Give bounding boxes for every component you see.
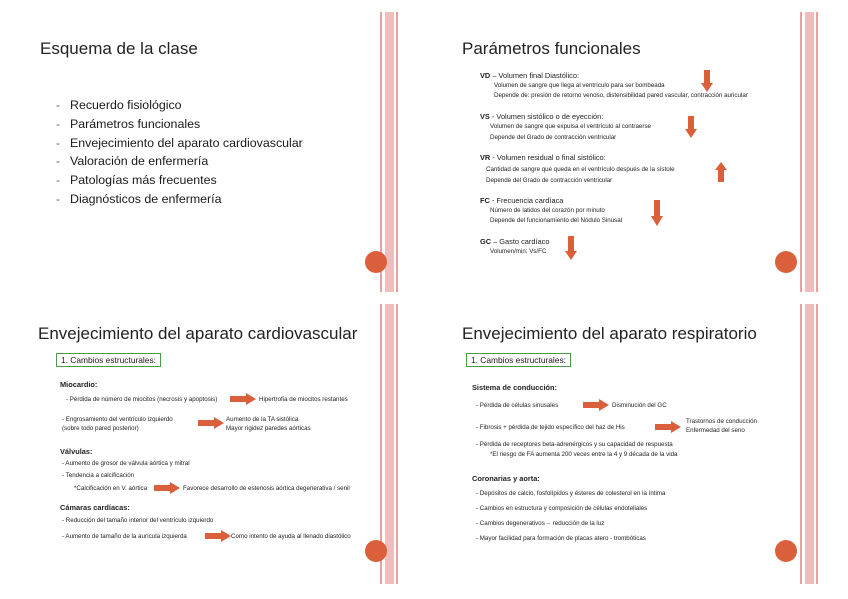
arrow-right-icon	[655, 421, 681, 433]
subheading-miocardio: Miocardio:	[60, 380, 98, 389]
text-line: - Pérdida de células sinusales	[476, 402, 559, 409]
param-vs-heading: VS - Volumen sistólico o de eyección:	[480, 112, 604, 121]
text-line: - Reducción del tamaño interior del ventrículo izquierdo	[62, 517, 214, 524]
slide-respiratorio	[450, 304, 830, 584]
text-line: Aumento de la TA sistólica	[226, 416, 299, 423]
accent-dot	[775, 540, 797, 562]
slide-stripe	[816, 12, 818, 292]
list-item: - Diagnósticos de enfermería	[56, 191, 222, 206]
slide-stripe	[380, 12, 382, 292]
arrow-right-icon	[154, 482, 180, 494]
param-vs-line1: Volumen de sangre que expulsa el ventrículo al contraerse	[490, 123, 651, 130]
param-vd-line1: Volumen de sangre que llega al ventrículo para ser bombeada	[494, 82, 665, 89]
text-line: - Mayor facilidad para formación de placas atero - trombóticas	[476, 535, 646, 542]
slide-stripe	[805, 12, 814, 292]
list-item: - Parámetros funcionales	[56, 116, 201, 131]
arrow-right-icon	[230, 393, 256, 405]
list-item: - Envejecimiento del aparato cardiovascular	[56, 135, 303, 150]
param-gc-line1: Volumen/min: Vs/FC	[490, 248, 547, 255]
list-item: - Patologías más frecuentes	[56, 173, 217, 188]
text-line: - Pérdida de número de miocitos (necrosis y apoptosis)	[66, 396, 218, 403]
text-line: - Aumento de tamaño de la aurícula izquierda	[62, 533, 187, 540]
arrow-down-icon	[701, 70, 713, 92]
arrow-right-icon	[205, 530, 231, 542]
slide-title: Parámetros funcionales	[462, 39, 641, 58]
text-line: Como intento de ayuda al llenado diastólico	[231, 533, 351, 540]
text-line: Disminución del GC	[612, 402, 667, 409]
agenda-list	[56, 96, 303, 209]
section-box: 1. Cambios estructurales:	[466, 353, 571, 367]
text-line: - Cambios en estructura y composición de células endoteliales	[476, 505, 648, 512]
text-line: Enfermedad del seno	[686, 427, 745, 434]
list-item: - Valoración de enfermería	[56, 154, 209, 169]
text-line: - Cambios degenerativos→ reducción de la luz	[476, 520, 605, 527]
param-fc-heading: FC - Frecuencia cardíaca	[480, 196, 564, 205]
accent-dot	[775, 251, 797, 273]
subheading-camaras: Cámaras cardíacas:	[60, 503, 130, 512]
slide-title: Esquema de la clase	[40, 39, 198, 58]
param-gc-heading: GC – Gasto cardíaco	[480, 237, 550, 246]
param-vd-line2: Depende de: presión de retorno venoso, distensibilidad pared vascular, contracción auricular	[494, 92, 748, 99]
arrow-down-icon	[685, 116, 697, 138]
slide-stripe	[805, 304, 814, 584]
slide-stripe	[385, 304, 394, 584]
subheading-coronarias: Coronarias y aorta:	[472, 474, 540, 483]
text-line: (sobre todo pared posterior)	[62, 425, 139, 432]
slide-stripe	[816, 304, 818, 584]
accent-dot	[365, 540, 387, 562]
subheading-valvulas: Válvulas:	[60, 447, 93, 456]
text-line: *Calcificación en V. aórtica	[74, 485, 148, 492]
arrow-right-icon	[198, 417, 224, 429]
accent-dot	[365, 251, 387, 273]
slide-stripe	[800, 304, 802, 584]
slide-stripe	[396, 304, 398, 584]
slide-esquema	[30, 12, 402, 292]
text-line: - Pérdida de receptores beta-adrenérgicos y su capacidad de respuesta	[476, 441, 673, 448]
arrow-right-icon	[583, 399, 609, 411]
arrow-down-icon	[565, 236, 577, 260]
text-line: - Engrosamiento del ventrículo izquierdo	[62, 416, 173, 423]
text-line: - Tendencia a calcificación	[62, 472, 135, 479]
param-fc-line1: Número de latidos del corazón por minuto	[490, 207, 605, 214]
section-box: 1. Cambios estructurales:	[56, 353, 161, 367]
slide-title: Envejecimiento del aparato cardiovascular	[38, 324, 358, 343]
param-vr-line1: Cantidad de sangre que queda en el ventrículo después de la sístole	[486, 166, 675, 173]
param-fc-line2: Depende del funcionamiento del Nódulo Sinusal	[490, 217, 623, 224]
text-line: Trastornos de conducción	[686, 418, 757, 425]
slide-stripe	[800, 12, 802, 292]
param-vr-heading: VR - Volumen residual o final sistólico:	[480, 153, 606, 162]
text-line: *El riesgo de FA aumenta 200 veces entre la 4 y 9 década de la vida	[490, 451, 678, 458]
slide-stripe	[385, 12, 394, 292]
slide-stripe	[396, 12, 398, 292]
text-line: - Depósitos de calcio, fosfolípidos y ésteres de colesterol en la íntima	[476, 490, 666, 497]
text-line: Mayor rigidez paredes aórticas	[226, 425, 311, 432]
text-line: Favorece desarrollo de estenosis aórtica degenerativa / senil	[183, 485, 350, 492]
text-line: - Fibrosis + pérdida de tejido específico del haz de His	[476, 424, 625, 431]
slide-cardiovascular	[30, 304, 402, 584]
param-vs-line2: Depende del Grado de contracción ventricular	[490, 134, 617, 141]
subheading-sistema: Sistema de conducción:	[472, 383, 558, 392]
list-item: - Recuerdo fisiológico	[56, 98, 182, 112]
text-line: Hipertrofia de miocitos restantes	[259, 396, 348, 403]
param-vd-heading: VD – Volumen final Diastólico:	[480, 71, 580, 80]
slide-parametros	[450, 12, 830, 292]
text-line: - Aumento de grosor de válvula aórtica y mitral	[62, 460, 190, 467]
arrow-down-icon	[651, 200, 663, 226]
slide-title: Envejecimiento del aparato respiratorio	[462, 324, 757, 343]
param-vr-line2: Depende del Grado de contracción ventricular	[486, 177, 613, 184]
arrow-up-icon	[715, 162, 727, 182]
